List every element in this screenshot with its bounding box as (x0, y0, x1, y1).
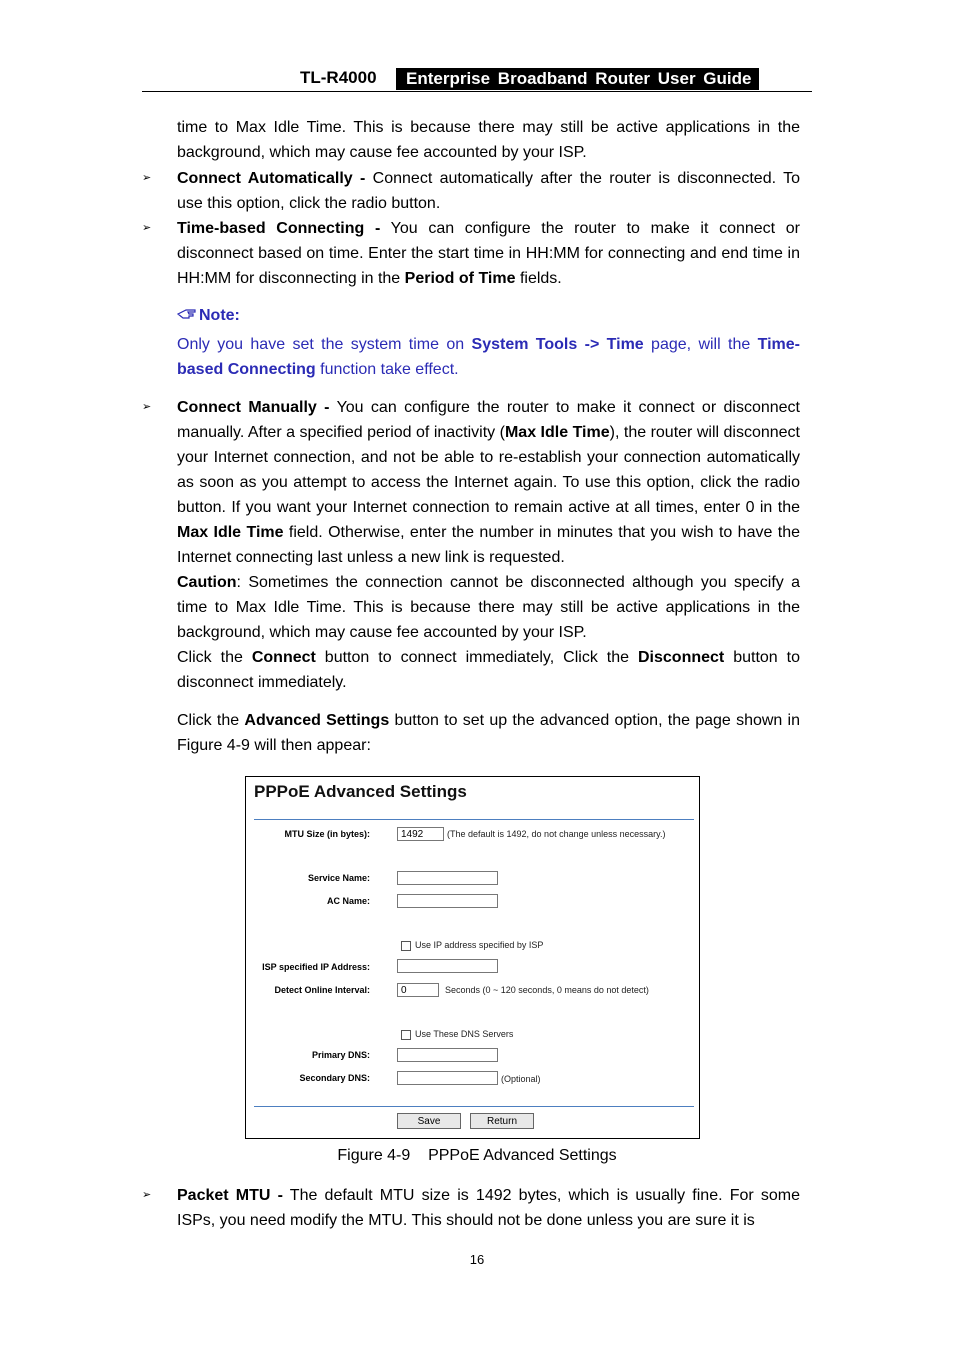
intro-paragraph: time to Max Idle Time. This is because there may still be active applications in the background, which may cause fee accounted by your ISP. (177, 119, 800, 161)
mtu-hint: (The default is 1492, do not change unless necessary.) (447, 829, 666, 839)
bullet-icon: ➢ (142, 222, 152, 234)
use-isp-ip-checkbox[interactable] (401, 941, 411, 951)
header-model: TL-R4000 (300, 68, 377, 87)
figure-bottom-rule (254, 1106, 694, 1107)
secondary-dns-label: Secondary DNS: (299, 1073, 370, 1083)
ac-name-input[interactable] (397, 894, 498, 908)
figure-caption: Figure 4-9 PPPoE Advanced Settings (337, 1147, 617, 1164)
header-title: Enterprise Broadband Router User Guide (396, 68, 759, 90)
detect-interval-hint: Seconds (0 ~ 120 seconds, 0 means do not detect) (445, 985, 649, 995)
pointing-hand-icon (177, 303, 199, 328)
figure-top-rule (254, 819, 694, 820)
optional-hint: (Optional) (501, 1074, 541, 1084)
connect-auto-paragraph (177, 166, 800, 216)
use-dns-checkbox[interactable] (401, 1030, 411, 1040)
packet-mtu-paragraph: Packet MTU - The default MTU size is 1492 bytes, which is usually fine. For some ISPs, you need modify the MTU. This should not be done unless you are sure it is (177, 1187, 801, 1229)
connect-auto-term: Connect Automatically - (177, 170, 366, 187)
isp-ip-label: ISP specified IP Address: (262, 962, 370, 972)
figure-title: PPPoE Advanced Settings (254, 782, 467, 801)
secondary-dns-input[interactable] (397, 1071, 498, 1085)
isp-ip-input[interactable] (397, 959, 498, 973)
ac-name-label: AC Name: (326, 896, 370, 906)
pppoe-advanced-figure (245, 776, 700, 1139)
service-name-label: Service Name: (307, 873, 370, 883)
connect-manual-term: Connect Manually - (177, 399, 330, 416)
primary-dns-label: Primary DNS: (311, 1050, 370, 1060)
header-rule (142, 91, 812, 92)
use-dns-label: Use These DNS Servers (415, 1029, 514, 1039)
detect-interval-input[interactable]: 0 (397, 983, 439, 997)
bullet-icon: ➢ (142, 401, 152, 413)
time-based-term: Time-based Connecting - (177, 220, 381, 237)
note-text: Only you have set the system time on System Tools -> Time page, will the Time-based Connecting function take effect. (177, 336, 801, 378)
caution-label: Caution (177, 574, 237, 591)
advanced-paragraph: Click the Advanced Settings button to set up the advanced option, the page shown in Figure 4-9 will then appear: (177, 712, 801, 754)
mtu-label: MTU Size (in bytes): (284, 829, 370, 839)
service-name-input[interactable] (397, 871, 498, 885)
primary-dns-input[interactable] (397, 1048, 498, 1062)
packet-mtu-term: Packet MTU - (177, 1187, 283, 1204)
connect-manual-paragraph: Connect Manually - You can configure the router to make it connect or disconnect manually. After a specified period of inactivity (Max Idle Time), the router will disconnect your Internet connection, and not be able to re-establish your connection automatically as soon as you attempt to access the Internet again. To use this option, click the radio button. If you want your Internet connection to remain active at all times, enter 0 in the Max Idle Time field. Otherwise, enter the number in minutes that you wish to have the Internet connecting last unless a new link is requested. Caution: Sometimes the connection cannot be disconnected although you specify a time to Max Idle Time. This is because there may still be active applications in the background, which may cause fee accounted by your ISP. Click the Connect button to connect immediately, Click the Disconnect button to disconnect immediately. (177, 399, 801, 691)
return-button[interactable]: Return (470, 1113, 534, 1129)
save-button[interactable]: Save (397, 1113, 461, 1129)
mtu-input[interactable]: 1492 (397, 827, 444, 841)
note-heading (177, 303, 800, 328)
note-label: Note: (199, 307, 240, 324)
connect-auto-text: Connect automatically after the router is disconnected. To use this option, click the radio button. (177, 170, 801, 212)
bullet-icon: ➢ (142, 1189, 152, 1201)
use-isp-ip-label: Use IP address specified by ISP (415, 940, 544, 950)
detect-interval-label: Detect Online Interval: (274, 985, 370, 995)
bullet-icon: ➢ (142, 172, 152, 184)
page-number: 16 (469, 1252, 485, 1267)
time-based-paragraph: Time-based Connecting - You can configure the router to make it connect or disconnect based on time. Enter the start time in HH:MM for connecting and end time in HH:MM for disconnecting in the Period of Time fields. (177, 220, 800, 287)
